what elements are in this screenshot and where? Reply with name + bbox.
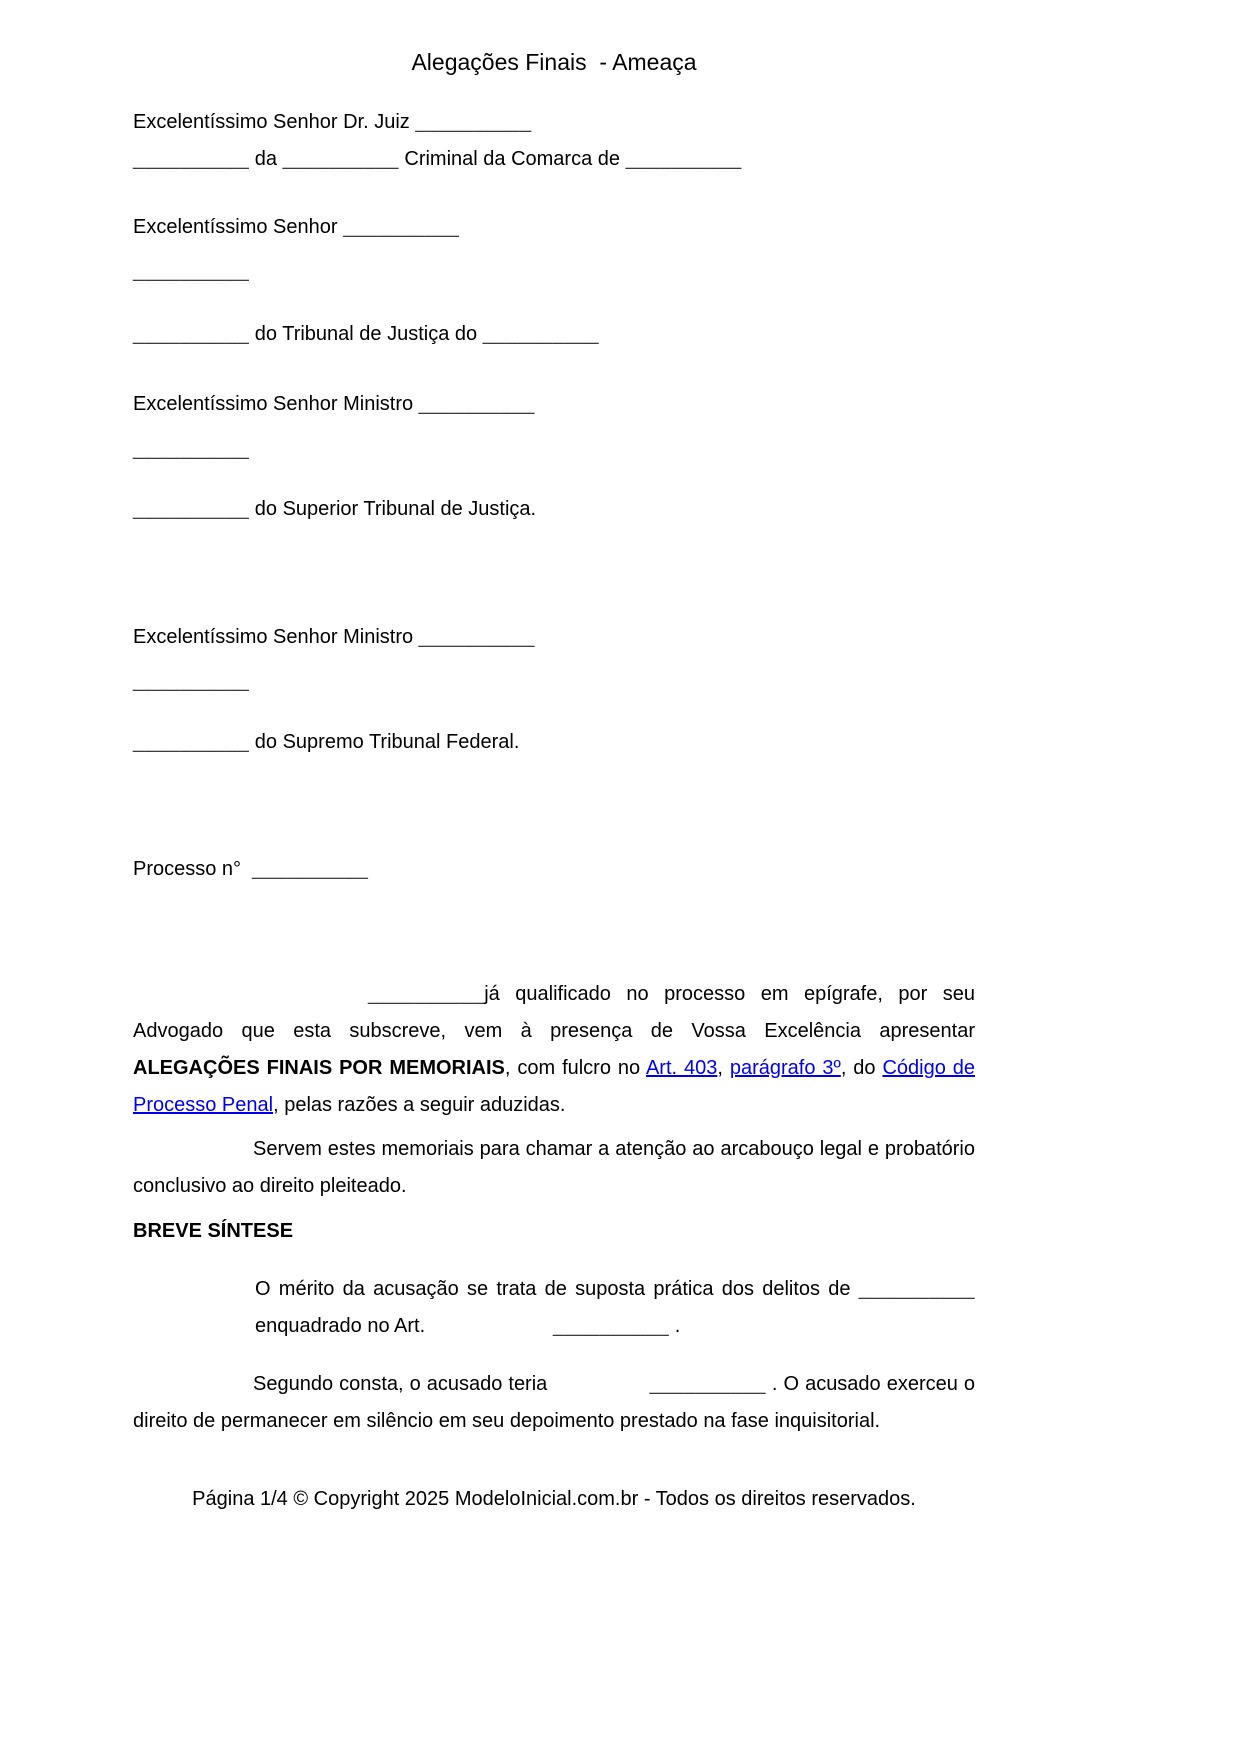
merito-text-3: .: [669, 1315, 681, 1337]
salutation-stf-line3: [133, 724, 975, 761]
merito-paragraph: [255, 1271, 975, 1345]
intro-text-3: , do: [840, 1057, 883, 1079]
link-art-403[interactable]: Art. 403: [645, 1057, 718, 1079]
salutation-desembargador-line2: [133, 253, 975, 290]
blank-field-ministro-stj-nome: __________: [418, 393, 535, 415]
salutation-stf-line2: [133, 663, 975, 700]
memoriais-text: Servem estes memoriais para chamar a atenção ao arcabouço legal e probatório conclusivo ao direito pleiteado.: [133, 1138, 975, 1197]
memoriais-paragraph: [133, 1131, 975, 1205]
blank-field-requerente: __________: [368, 983, 485, 1005]
salutation-judge-line2: [133, 141, 975, 178]
link-codigo-processo-penal[interactable]: Código de Processo Penal: [133, 1057, 975, 1116]
stf-suffix-text: do Supremo Tribunal Federal.: [249, 731, 520, 753]
segundo-consta-paragraph: [133, 1366, 975, 1440]
segundo-text-1: Segundo consta, o acusado teria: [253, 1373, 554, 1395]
blank-field-judge-name: __________: [415, 111, 532, 133]
salutation-judge-line1: [133, 104, 975, 141]
segundo-text-2: . O acusado exerceu o direito de permanecer em silêncio em seu depoimento prestado na fase inquisitorial.: [133, 1373, 975, 1432]
blank-field-vara: __________: [133, 148, 250, 170]
desembargador-prefix-text: Excelentíssimo Senhor: [133, 216, 344, 238]
judge-criminal-text: Criminal da Comarca de: [398, 148, 626, 170]
merito-text-2: enquadrado no Art.: [255, 1315, 431, 1337]
intro-text-2: , com fulcro no: [504, 1057, 646, 1079]
blank-field-delito: __________: [858, 1278, 975, 1300]
blank-field-desembargador: __________: [133, 260, 250, 282]
intro-separator-text: ,: [717, 1057, 730, 1079]
stj-suffix-text: do Superior Tribunal de Justiça.: [249, 498, 537, 520]
tab-spacer: [431, 1315, 553, 1337]
judge-prefix-text: Excelentíssimo Senhor Dr. Juiz: [133, 111, 416, 133]
stf-prefix-text: Excelentíssimo Senhor Ministro: [133, 626, 419, 648]
blank-field-cargo-tj: __________: [133, 323, 250, 345]
page-footer: Página 1/4 © Copyright 2025 ModeloInicial.com.br - Todos os direitos reservados.: [192, 1488, 916, 1510]
blank-field-cargo-stj: __________: [133, 498, 250, 520]
salutation-desembargador-line3: [133, 316, 975, 353]
stj-prefix-text: Excelentíssimo Senhor Ministro: [133, 393, 419, 415]
alegacoes-finais-bold-text: ALEGAÇÕES FINAIS POR MEMORIAIS: [133, 1057, 505, 1079]
link-paragrafo-3[interactable]: parágrafo 3º: [729, 1057, 841, 1079]
merito-text-1: O mérito da acusação se trata de suposta prática dos delitos de: [255, 1278, 859, 1300]
blank-field-vara-numero: __________: [282, 148, 399, 170]
blank-field-conduta: __________: [649, 1373, 766, 1395]
salutation-stj-line2: [133, 431, 975, 468]
process-label-text: Processo n°: [133, 858, 253, 880]
salutation-desembargador-line1: [133, 209, 975, 246]
intro-text-1: já qualificado no processo em epígrafe, por seu Advogado que esta subscreve, vem à presença de Vossa Excelência apresentar: [133, 983, 975, 1042]
tab-spacer-2: [553, 1373, 649, 1395]
judge-da-text: da: [249, 148, 283, 170]
intro-text-4: , pelas razões a seguir aduzidas.: [273, 1094, 566, 1116]
blank-field-ministro-stf-nome: __________: [418, 626, 535, 648]
salutation-stf-line1: [133, 619, 975, 656]
salutation-stj-line3: [133, 491, 975, 528]
blank-field-processo-numero: __________: [252, 858, 369, 880]
tribunal-justica-text: do Tribunal de Justiça do: [249, 323, 483, 345]
blank-field-ministro-stj: __________: [133, 438, 250, 460]
process-number-line: [133, 851, 975, 888]
blank-field-cargo-stf: __________: [133, 731, 250, 753]
blank-field-ministro-stf: __________: [133, 670, 250, 692]
blank-field-desembargador-nome: __________: [343, 216, 460, 238]
page-title: Alegações Finais - Ameaça: [411, 49, 697, 75]
blank-field-artigo: __________: [552, 1315, 670, 1337]
salutation-stj-line1: [133, 386, 975, 423]
breve-sintese-heading: BREVE SÍNTESE: [133, 1220, 294, 1242]
blank-field-estado-tj: __________: [482, 323, 599, 345]
blank-field-comarca: __________: [625, 148, 742, 170]
intro-paragraph: [133, 976, 975, 1124]
